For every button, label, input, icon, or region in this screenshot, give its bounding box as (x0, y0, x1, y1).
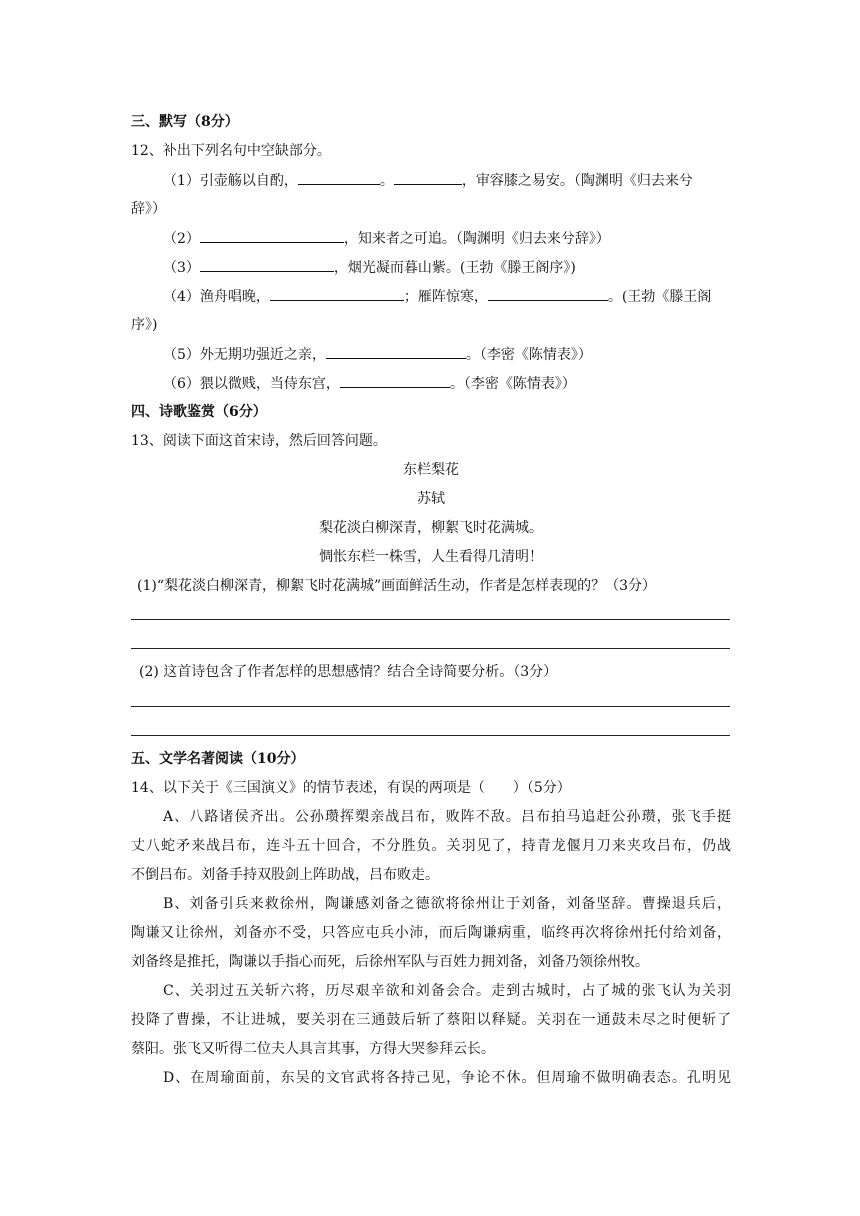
option-a-line-2: 丈八蛇矛来战吕布，连斗五十回合，不分胜负。关羽见了，持青龙偃月刀来夹攻吕布，仍战 (131, 838, 731, 854)
question-13: 13、阅读下面这首宋诗，然后回答问题。 (131, 433, 387, 449)
option-c-line-1: C、关羽过五关斩六将，历尽艰辛欲和刘备会合。走到古城时，占了城的张飞认为关羽 (163, 983, 731, 999)
option-a-line-3: 不倒吕布。刘备手持双股剑上阵助战，吕布败走。 (131, 867, 439, 883)
item-12-3: （3） ，烟光凝而暮山紫。(王勃《滕王阁序》) (163, 257, 731, 277)
answer-blank[interactable] (200, 257, 334, 272)
option-c-line-2: 投降了曹操，不让进城，要关羽在三通鼓后斩了蔡阳以释疑。关羽在一通鼓未尽之时便斩了 (131, 1012, 731, 1028)
question-13-2: (2) 这首诗包含了作者怎样的思想感情？结合全诗简要分析。（3分） (139, 664, 558, 680)
answer-line[interactable] (131, 619, 730, 620)
answer-blank[interactable] (200, 228, 344, 243)
option-a-line-1: A、八路诸侯齐出。公孙瓒挥槊亲战吕布，败阵不敌。吕布拍马追赶公孙瓒，张飞手挺 (163, 809, 731, 825)
section-5-title: 五、文学名著阅读（10分） (131, 751, 305, 767)
item-12-1-cont: 辞》） (131, 201, 166, 217)
answer-blank[interactable] (270, 286, 404, 301)
question-13-1: (1)“梨花淡白柳深青，柳絮飞时花满城”画面鲜活生动，作者是怎样表现的？（3分） (137, 578, 657, 594)
item-12-5: （5）外无期功强近之亲， 。（李密《陈情表》） (163, 344, 731, 364)
section-3-title: 三、默写（8分） (131, 114, 239, 130)
item-12-4-cont: 序》) (131, 317, 158, 333)
item-12-1: （1）引壶觞以自酌， 。 ，审容膝之易安。（陶渊明《归去来兮 (163, 170, 731, 190)
answer-blank[interactable] (326, 344, 466, 359)
answer-blank[interactable] (340, 373, 450, 388)
answer-blank[interactable] (298, 170, 380, 185)
option-b-line-3: 刘备终是推托，陶谦以手指心而死，后徐州军队与百姓力拥刘备，刘备乃领徐州牧。 (131, 954, 649, 970)
answer-blank[interactable] (488, 286, 608, 301)
answer-blank[interactable] (394, 170, 462, 185)
question-12: 12、补出下列名句中空缺部分。 (131, 143, 331, 159)
question-14: 14、以下关于《三国演义》的情节表述，有误的两项是（ ）（5分） (131, 780, 571, 796)
answer-line[interactable] (131, 648, 730, 649)
section-4-title: 四、诗歌鉴赏（6分） (131, 404, 267, 420)
poem-line-2: 惆怅东栏一株雪，人生看得几清明！ (319, 549, 543, 565)
item-12-2: （2） ，知来者之可追。（陶渊明《归去来兮辞》） (163, 228, 731, 248)
poem-author: 苏轼 (417, 491, 445, 507)
option-b-line-1: B、刘备引兵来救徐州，陶谦感刘备之德欲将徐州让于刘备，刘备坚辞。曹操退兵后， (163, 896, 731, 912)
poem-line-1: 梨花淡白柳深青，柳絮飞时花满城。 (319, 520, 543, 536)
item-12-4: （4）渔舟唱晚， ；雁阵惊寒， 。(王勃《滕王阁 (163, 286, 731, 306)
option-c-line-3: 蔡阳。张飞又听得二位夫人具言其事，方得大哭参拜云长。 (131, 1041, 495, 1057)
answer-line[interactable] (131, 706, 730, 707)
option-b-line-2: 陶谦又让徐州，刘备亦不受，只答应屯兵小沛，而后陶谦病重，临终再次将徐州托付给刘备， (131, 925, 731, 941)
poem-title: 东栏梨花 (403, 462, 459, 478)
answer-line[interactable] (131, 735, 730, 736)
option-d-line-1: D、在周瑜面前，东吴的文官武将各持己见，争论不休。但周瑜不做明确表态。孔明见 (163, 1070, 731, 1086)
item-12-6: （6）猥以微贱，当侍东宫， 。（李密《陈情表》） (163, 373, 731, 393)
